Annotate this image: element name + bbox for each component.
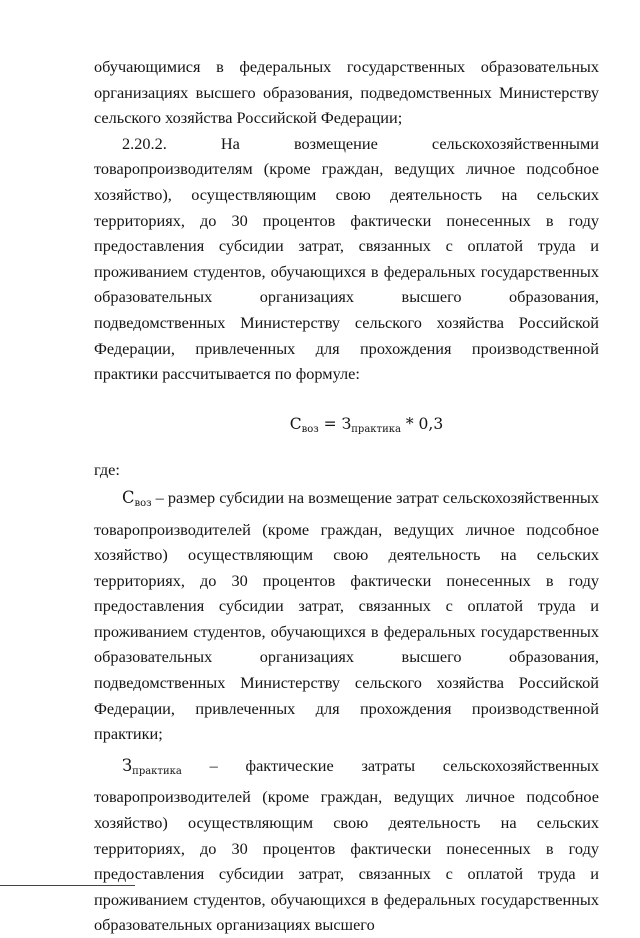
definition-2-symbol: З — [122, 755, 133, 775]
formula-rhs-subscript: практика — [351, 423, 401, 435]
footer-rule — [0, 885, 135, 886]
definition-2 — [94, 753, 599, 938]
formula — [94, 412, 599, 443]
paragraph-2-20-2: 2.20.2. На возмещение сельскохозяйственными товаропроизводителям (кроме граждан, ведущих личное подсобное хозяйство), осуществляющим свою деятельность на сельских территориях, до 30 процентов фактически понесенных в году предоставления субсидии затрат, связанных с оплатой труда и проживанием студентов, обучающихся в федеральных государственных образовательных организациях высшего образования, подведомственных Министерству сельского хозяйства Российской Федерации, привлеченных для прохождения производственной практики рассчитывается по формуле: — [94, 133, 599, 384]
definition-1-subscript: воз — [134, 497, 152, 509]
document-body — [94, 54, 599, 938]
formula-rhs-symbol: З — [341, 414, 352, 433]
formula-equals: = — [318, 414, 342, 433]
definition-1-text: – размер субсидии на возмещение затрат сельскохозяйственных товаропроизводителей (кроме граждан, ведущих личное подсобное хозяйство) осуществляющим свою деятельность на сельских территориях, до 30 процентов фактически понесенных в году предоставления субсидии затрат, связанных с оплатой труда и проживанием студентов, обучающихся в федеральных государственных образовательных организациях высшего образования, подведомственных Министерству сельского хозяйства Российской Федерации, привлеченных для прохождения производственной практики; — [94, 487, 599, 744]
where-label: где: — [94, 460, 120, 480]
paragraph-continuation: обучающимися в федеральных государственных образовательных организациях высшего образования, подведомственных Министерству сельского хозяйства Российской Федерации; — [94, 57, 599, 128]
formula-lhs-subscript: воз — [301, 423, 319, 435]
formula-operator: * 0,3 — [400, 414, 444, 433]
definition-1 — [94, 485, 599, 747]
definition-1-symbol: С — [122, 487, 135, 507]
formula-lhs-symbol: С — [289, 414, 302, 433]
definition-2-subscript: практика — [132, 765, 182, 777]
definition-2-text: – фактические затраты сельскохозяйственных товаропроизводителей (кроме граждан, ведущих личное подсобное хозяйство) осуществляющим свою деятельность на сельских территориях, до 30 процентов фактически понесенных в году предоставления субсидии затрат, связанных с оплатой труда и проживанием студентов, обучающихся в федеральных государственных образовательных организациях высшего — [94, 755, 599, 935]
